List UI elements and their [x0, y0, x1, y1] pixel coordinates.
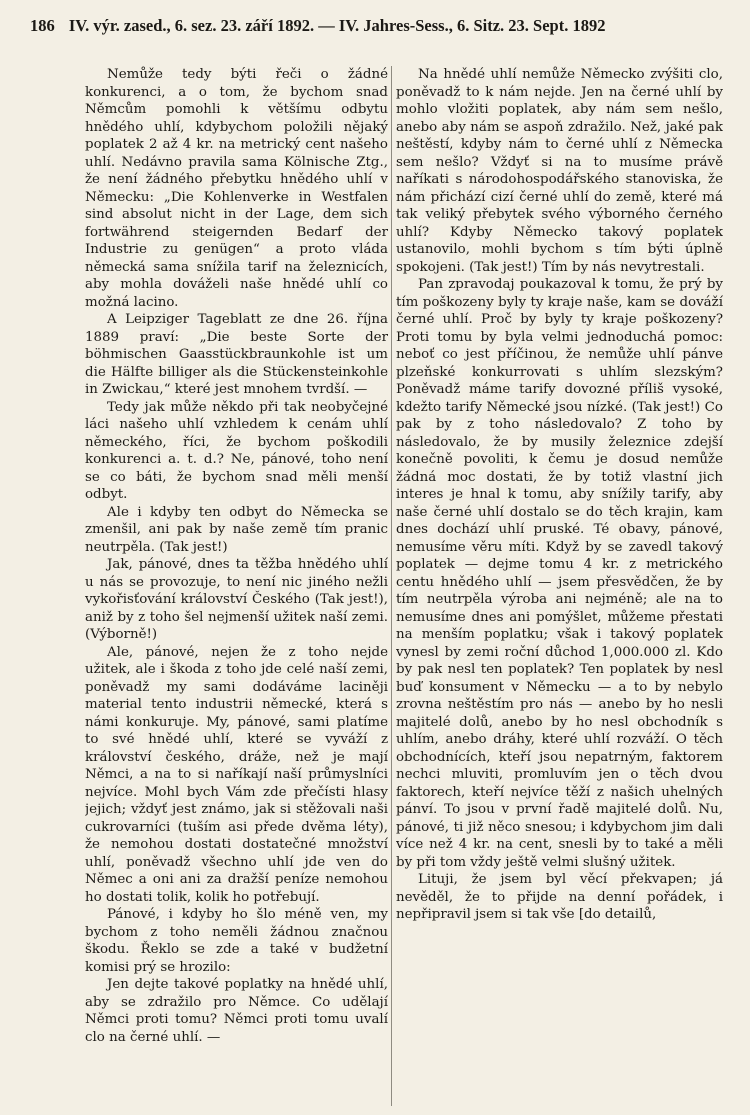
right-paragraph-1: Na hnědé uhlí nemůže Německo zvýšiti clo, poněvadž to k nám nejde. Jen na černé uhlí by mohlo vložiti poplatek, aby nám sem nešlo, anebo aby nám se aspoň zdražilo. Než, jaké pak neštěstí, kdyby nám to černé uhlí z Německa sem nešlo? Vždyť si na to musíme právě naříkati s národohospodářského stanoviska, že nám přichází cizí černé uhlí do země, které má tak veliký přebytek svého výborného černého uhlí? Kdyby Německo takový poplatek ustanovilo, mohli bychom s tím býti úplně spokojeni. (Tak jest!) Tím by nás nevytrestali. — [396, 67, 723, 275]
header-czech: IV. výr. zased., 6. sez. 23. září 1892. — [68, 16, 315, 35]
left-paragraph-5: Jak, pánové, dnes ta těžba hnědého uhlí u nás se provozuje, to není nic jiného nežli vykořisťování království Českého (Tak jest!), aniž by z toho šel nejmenší užitek naší zemi. (Výborně!) — [85, 557, 388, 642]
header-german: IV. Jahres-Sess., 6. Sitz. 23. Sept. 1892 — [338, 16, 606, 35]
left-paragraph-4: Ale i kdyby ten odbyt do Německa se zmenšil, ani pak by naše země tím pranic neutrpěla. (Tak jest!) — [85, 504, 388, 555]
right-paragraph-2: Pan zpravodaj poukazoval k tomu, že prý by tím poškozeny byly ty kraje naše, kam se dováží černé uhlí. Proč by byly ty kraje poškozeny? Proti tomu by byla velmi jednoduchá pomoc: neboť co jest příčinou, že nemůže uhlí pánve plzeňské konkurrovati s uhlím slezským? Poněvadž máme tarify dovozné příliš vysoké, kdežto tarify Německé jsou nízké. (Tak jest!) Co pak by z toho následovalo? Z toho by následovalo, že by musily železnice zdejší konečně povoliti, k čemu je dosud nemůže žádná moc dostati, že by totiž vlastní jich interes je hnal k tomu, aby snížily tarify, aby naše černé uhlí dostalo se do těch krajin, kam dnes dochází uhlí pruské. Té obavy, pánové, nemusíme věru míti. Když by se zavedl takový poplatek — dejme tomu 4 kr. z metrického centu hnědého uhlí — jsem přesvědčen, že by tím neutrpěla výroba ani nejméně; ale na to nemusíme dnes ani pomýšlet, můžeme přestati na menším poplatku; však i takový poplatek vynesl by zemi roční důchod 1,000.000 zl. Kdo by pak nesl ten poplatek? Ten poplatek by nesl buď konsument v Německu — a to by nebylo zrovna neštěstím pro nás — anebo by ho nesli majitelé dolů, anebo by ho nesl obchodník s uhlím, anebo dráhy, které uhlí rozváží. O těch obchodnících, kteří jsou nepatrným, faktorem nechci mluviti, promluvím jen o těch dvou faktorech, kteří nejvíce těží z našich uhelných pánví. To jsou v první řadě majitelé dolů. Nu, pánové, ti již něco snesou; i kdybychom jim dali více než 4 kr. na cent, snesli by to také a měli by při tom vždy ještě velmi slušný užitek. — [396, 277, 723, 870]
page-number: 186 — [30, 16, 55, 35]
column-divider — [391, 66, 392, 1106]
left-paragraph-1: Nemůže tedy býti řeči o žádné konkurenci, a o tom, že bychom snad Němcům pomohli k většímu odbytu hnědého uhlí, kdybychom položili nějaký poplatek 2 až 4 kr. na metrický cent našeho uhlí. Nedávno pravila sama Kölnische Ztg., že není žádného přebytku hnědého uhlí v Německu: „Die Kohlenverke in Westfalen sind absolut nicht in der Lage, dem sich fortwährend steigernden Bedarf der Industrie zu genügen“ a proto vláda německá sama snížila tarif na železnicích, aby mohla dováželi naše hnědé uhlí co možná lacino. — [85, 67, 388, 310]
right-paragraph-3: Lituji, že jsem byl věcí překvapen; já nevěděl, že to přijde na denní pořádek, i nepřipravil jsem si tak vše [do detailů, — [396, 872, 723, 922]
right-column — [396, 66, 723, 1106]
left-paragraph-3: Tedy jak může někdo při tak neobyčejné láci našeho uhlí vzhledem k cenám uhlí německého, říci, že bychom poškodili konkurenci a. t. d.? Ne, pánové, toho není se co báti, že bychom snad měli menší odbyt. — [85, 399, 388, 502]
header-separator: — — [318, 16, 335, 35]
left-paragraph-2: A Leipziger Tageblatt ze dne 26. října 1889 praví: „Die beste Sorte der böhmischen Gaasstückbraunkohle ist um die Hälfte billiger als die Stückensteinkohle in Zwickau,“ které jest mnohem tvrdší. — — [85, 312, 388, 397]
left-paragraph-6: Ale, pánové, nejen že z toho nejde užitek, ale i škoda z toho jde celé naší zemi, poněvadž my sami dodáváme laciněji material tento industrii německé, která s námi konkuruje. My, pánové, sami platíme to své hnědé uhlí, které se vyváží z království českého, dráže, než je mají Němci, a na to si naříkají naší průmyslníci nejvíce. Mohl bych Vám zde přečísti hlasy jejich; vždyť jest známo, jak si stěžovali naši cukrovarníci (tuším asi přede dvěma léty), že nemohou dostati dostatečné množství uhlí, poněvadž všechno uhlí jde ven do Němec a oni ani za dražší peníze nemohou ho dostati tolik, kolik ho potřebují. — [85, 644, 388, 905]
left-paragraph-8: Jen dejte takové poplatky na hnědé uhlí, aby se zdražilo pro Němce. Co udělají Němci proti tomu? Němci proti tomu uvalí clo na černé uhlí. — — [85, 977, 388, 1045]
left-column — [85, 66, 388, 1106]
left-paragraph-7: Pánové, i kdyby ho šlo méně ven, my bychom z toho neměli žádnou značnou škodu. Řeklo se zde a také v budžetní komisi prý se hrozilo: — [85, 907, 388, 975]
page-header — [30, 16, 720, 38]
